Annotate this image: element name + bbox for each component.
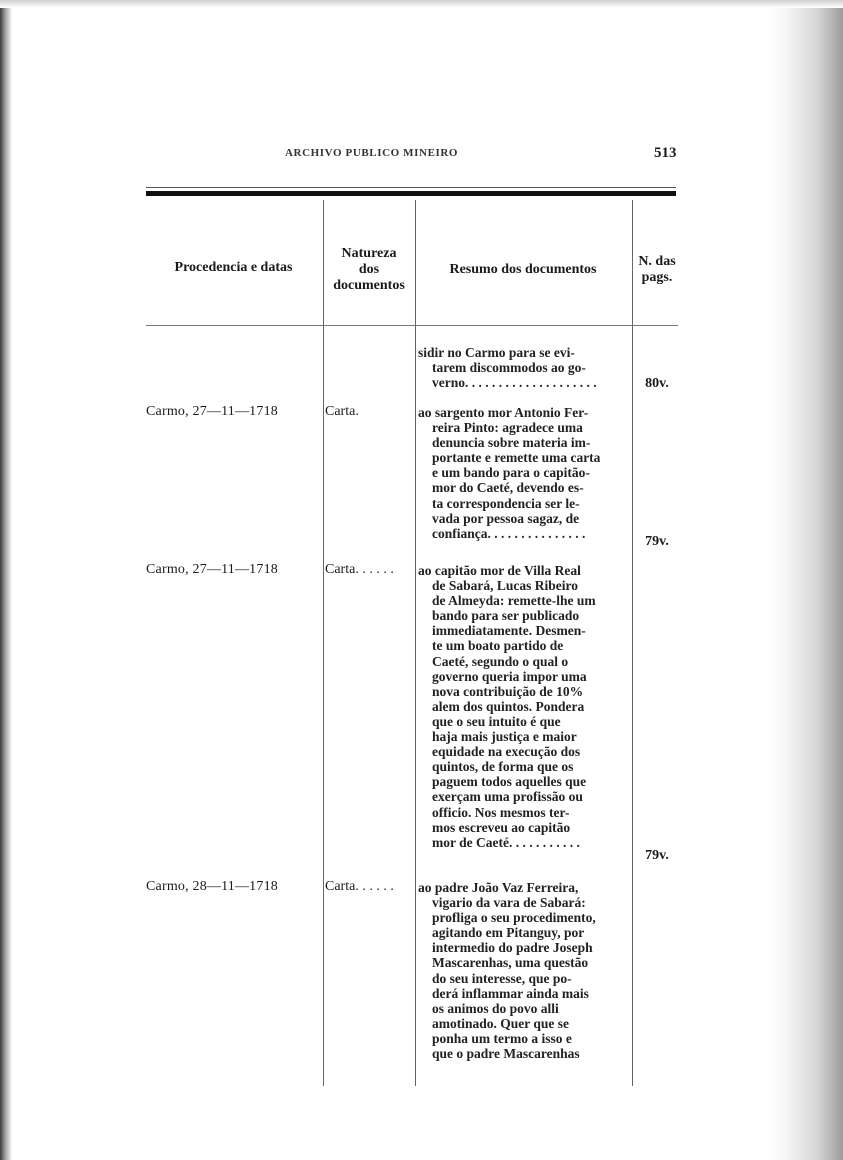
summary-line: denuncia sobre materia im- <box>432 435 591 451</box>
summary-line: reira Pinto: agradece uma <box>432 420 583 436</box>
summary-line: te um boato partido de <box>432 638 564 654</box>
column-header-procedencia: Procedencia e datas <box>174 260 293 275</box>
paginas-line: N. das <box>638 254 676 269</box>
natureza-line: documentos <box>333 278 405 293</box>
summary-line: do seu interesse, que po- <box>432 970 572 986</box>
page-number: 513 <box>654 145 677 161</box>
summary-line: quintos, de forma que os <box>432 759 574 775</box>
column-header-natureza <box>324 246 414 294</box>
summary-line: vada por pessoa sagaz, de <box>432 510 580 526</box>
entry-page-ref: 79v. <box>645 848 669 863</box>
summary-line: Caeté, segundo o qual o <box>432 653 569 669</box>
summary-line: derá inflammar ainda mais <box>432 985 589 1001</box>
summary-line: e um bando para o capitão- <box>432 465 590 481</box>
summary-line: amotinado. Quer que se <box>432 1015 570 1031</box>
summary-line: mor de Caeté. . . . . . . . . . . <box>432 834 580 850</box>
column-header-resumo: Resumo dos documentos <box>449 262 597 277</box>
header-rule-thin <box>146 187 676 188</box>
summary-line: nova contribuição de 10% <box>432 683 584 699</box>
running-head: ARCHIVO PUBLICO MINEIRO <box>285 147 459 159</box>
summary-line: vigario da vara de Sabará: <box>432 895 586 911</box>
summary-line: ao sargento mor Antonio Fer- <box>418 405 589 420</box>
summary-line: ta correspondencia ser le- <box>432 495 580 511</box>
summary-line: sidir no Carmo para se evi- <box>418 345 575 360</box>
header-rule-thick <box>146 191 676 196</box>
column-divider-1 <box>323 200 324 1086</box>
summary-line: os animos do povo alli <box>432 1000 559 1016</box>
summary-line: agitando em Pitanguy, por <box>432 925 585 941</box>
paginas-line: pags. <box>641 270 673 285</box>
summary-line: haja mais justiça e maior <box>432 729 577 745</box>
summary-line: intermedio do padre Joseph <box>432 940 593 956</box>
column-divider-3 <box>632 200 633 1086</box>
summary-line: mos escreveu ao capitão <box>432 819 571 835</box>
summary-line: que o seu intuito é que <box>432 713 561 729</box>
page-left-shadow <box>0 0 12 1160</box>
entry-date: Carmo, 27—11—1718 <box>146 404 278 419</box>
summary-line: ao capitão mor de Villa Real <box>418 563 581 578</box>
summary-line: immediatamente. Desmen- <box>432 623 586 639</box>
natureza-line: dos <box>358 262 380 277</box>
entry-page-ref: 80v. <box>645 376 669 391</box>
summary-line: equidade na execução dos <box>432 744 581 760</box>
summary-line: ao padre João Vaz Ferreira, <box>418 880 579 895</box>
summary-line: profliga o seu procedimento, <box>432 910 596 926</box>
entry-nature: Carta. <box>325 404 359 419</box>
summary-line: alem dos quintos. Pondera <box>432 698 585 714</box>
summary-line: confiança. . . . . . . . . . . . . . . <box>432 525 586 541</box>
summary-line: bando para ser publicado <box>432 608 580 624</box>
natureza-line: Natureza <box>341 246 397 261</box>
entry-nature: Carta. . . . . . <box>325 562 394 577</box>
entry-nature: Carta. . . . . . <box>325 879 394 894</box>
entry-summary <box>418 563 630 850</box>
page-top-shadow <box>0 0 843 8</box>
summary-line: mor do Caeté, devendo es- <box>432 480 584 496</box>
summary-line: governo queria impor uma <box>432 668 587 684</box>
summary-line: de Almeyda: remette-lhe um <box>432 593 596 609</box>
entry-date: Carmo, 28—11—1718 <box>146 879 278 894</box>
summary-line: exerçam uma profissão ou <box>432 789 583 805</box>
column-header-paginas <box>633 254 681 286</box>
entry-summary <box>418 345 630 390</box>
summary-line: verno. . . . . . . . . . . . . . . . . . . . <box>432 375 597 391</box>
summary-line: tarem discommodos ao go- <box>432 360 586 376</box>
entry-summary <box>418 405 630 541</box>
page-right-shadow <box>771 0 843 1160</box>
summary-line: paguem todos aquelles que <box>432 774 587 790</box>
summary-line: que o padre Mascarenhas <box>432 1046 580 1062</box>
column-divider-2 <box>415 200 416 1086</box>
summary-line: officio. Nos mesmos ter- <box>432 804 570 820</box>
summary-line: portante e remette uma carta <box>432 450 601 466</box>
summary-line: de Sabará, Lucas Ribeiro <box>432 578 579 594</box>
entry-summary <box>418 880 630 1061</box>
entry-page-ref: 79v. <box>645 534 669 549</box>
entry-date: Carmo, 27—11—1718 <box>146 562 278 577</box>
summary-line: Mascarenhas, uma questão <box>432 955 589 971</box>
column-header-rule <box>146 325 678 326</box>
summary-line: ponha um termo a isso e <box>432 1030 572 1046</box>
